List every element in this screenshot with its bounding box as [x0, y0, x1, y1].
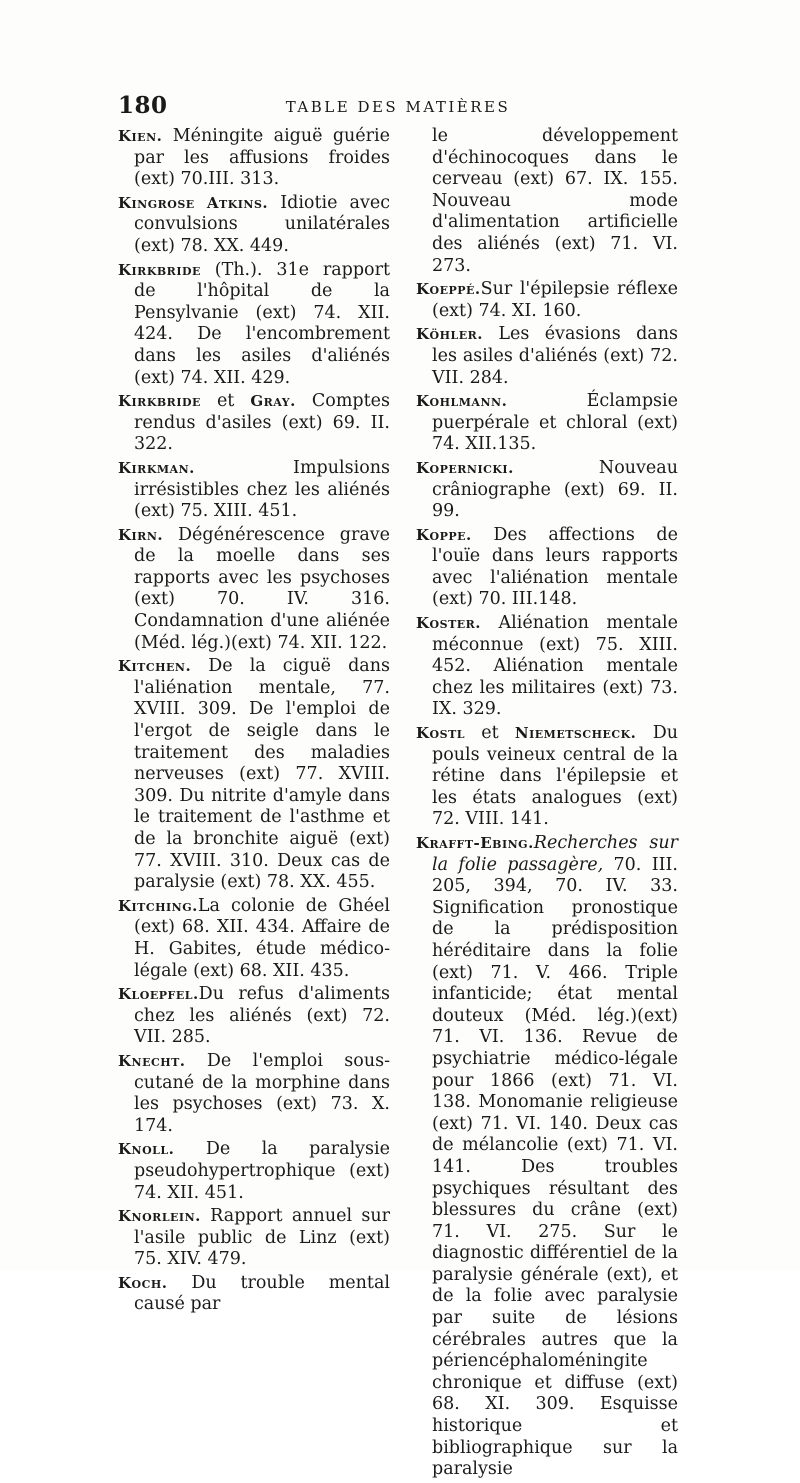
entry-text: Dégénérescence grave de la moelle dans ses rapports avec les psychoses (ext) 70. IV. 316. Condamnation d'une aliénée (Méd. lég.)(ext) 74. XII. 122. [134, 524, 390, 653]
entry-text: Sur l'épilepsie réflexe (ext) 74. XI. 160. [432, 279, 678, 321]
index-entry [118, 1273, 390, 1316]
entry-text: et [200, 391, 251, 412]
author-name: Kloepfel. [118, 985, 199, 1004]
index-entry [118, 1051, 390, 1137]
index-entry [416, 126, 678, 277]
index-entry [416, 458, 678, 523]
entry-text: De l'emploi sous-cutané de la morphine dans les psychoses (ext) 73. X. 174. [134, 1050, 390, 1136]
author-name: Kirkman. [118, 458, 195, 477]
entry-text: Des affections de l'ouïe dans leurs rapports avec l'aliénation mentale (ext) 70. III.148. [432, 524, 678, 610]
index-entry [416, 324, 678, 389]
author-name: Krafft-Ebing. [416, 834, 534, 852]
author-name: Niemetscheck. [514, 724, 637, 743]
author-name: Kingrose Atkins. [118, 193, 269, 212]
author-name: Koppe. [416, 525, 472, 544]
index-entry [118, 126, 390, 191]
entry-text: La colonie de Ghéel (ext) 68. XII. 434. Affaire de H. Gabites, étude médico-légale (ext) 68. XII. 435. [134, 895, 390, 981]
entry-text: et [464, 723, 515, 744]
entry-text: le développement d'échinocoques dans le cerveau (ext) 67. IX. 155. Nouveau mode d'alimentation artificielle des aliénés (ext) 71. VI. 273. [432, 126, 678, 276]
author-name: Knorlein. [118, 1207, 201, 1226]
author-name: Koch. [118, 1273, 168, 1292]
entry-text: Du pouls veineux central de la rétine dans l'épilepsie et les états analogues (ext) 72. VIII. 141. [432, 723, 678, 830]
index-entry [118, 656, 390, 894]
author-name: Kitchen. [118, 657, 192, 676]
entry-text: Du refus d'aliments chez les aliénés (ext) 72. VII. 285. [134, 984, 390, 1048]
author-name: Kohlmann. [416, 392, 508, 411]
index-entry [416, 723, 678, 831]
index-entry [118, 260, 390, 390]
entry-text: Nouveau crâniographe (ext) 69. II. 99. [432, 457, 678, 522]
left-column [118, 126, 390, 1318]
author-name: Kostl [416, 724, 465, 743]
entry-text: (Th.). 31e rapport de l'hôpital de la Pensylvanie (ext) 74. XII. 424. De l'encombrement dans les asiles d'aliénés (ext) 74. XII. 429. [134, 259, 390, 388]
entry-text: De la ciguë dans l'aliénation mentale, 77. XVIII. 309. De l'emploi de l'ergot de seigle dans le traitement des maladies nerveuses (ext) 77. XVIII. 309. Du nitrite d'amyle dans le traitement de l'asthme et de la bronchite aiguë (ext) 77. XVIII. 310. Deux cas de paralysie (ext) 78. XX. 455. [134, 656, 390, 893]
index-entry [118, 1206, 390, 1271]
index-entry [416, 391, 678, 456]
author-name: Koster. [416, 614, 481, 633]
entry-text: Idiotie avec convulsions unilatérales (ext) 78. XX. 449. [134, 192, 390, 256]
index-entry [118, 391, 390, 456]
page-number: 180 [118, 92, 168, 119]
author-name: Kirn. [118, 525, 164, 544]
entry-text: 70. III. 205, 394, 70. IV. 33. Signification pronostique de la prédisposition héréditaire dans la folie (ext) 71. V. 466. Triple infanticide; état mental douteux (Méd. lég.)(ext) 71. VI. 136. Revue de psychiatrie médico-légale pour 1866 (ext) 71. VI. 138. Monomanie religieuse (ext) 71. VI. 140. Deux cas de mélancolie (ext) 71. VI. 141. Des troubles psychiques résultant des blessures du crâne (ext) 71. VI. 275. Sur le diagnostic différentiel de la paralysie générale (ext), et de la folie avec paralysie par suite de lésions cérébrales autres que la périencéphaloméningite chronique et diffuse (ext) 68. XI. 309. Esquisse historique et bibliographique sur la paralysie [432, 854, 678, 1480]
author-name: Gray. [250, 392, 296, 411]
work-title: Recherches sur la folie passagère, [432, 833, 678, 875]
entry-text: Méningite aiguë guérie par les affusions froides (ext) 70.III. 313. [134, 126, 390, 190]
entry-text: Éclampsie puerpérale et chloral (ext) 74. XII.135. [432, 391, 678, 455]
entry-text: Du trouble mental causé par [134, 1272, 390, 1315]
author-name: Kitching. [118, 896, 198, 915]
page-header [118, 92, 678, 126]
index-entry [118, 458, 390, 523]
author-name: Kirkbride [118, 392, 201, 411]
index-entry [118, 193, 390, 258]
entry-text: Impulsions irrésistibles chez les aliénés (ext) 75. XIII. 451. [134, 457, 390, 522]
entry-text: Rapport annuel sur l'asile public de Linz (ext) 75. XIV. 479. [134, 1206, 390, 1270]
index-entry [118, 1139, 390, 1204]
author-name: Knoll. [118, 1140, 175, 1159]
author-name: Köhler. [416, 325, 483, 344]
entry-text: Les évasions dans les asiles d'aliénés (ext) 72. VII. 284. [432, 324, 678, 388]
entry-text: Comptes rendus d'asiles (ext) 69. II. 322. [134, 391, 390, 455]
index-entry [118, 896, 390, 982]
running-head: TABLE DES MATIÈRES [285, 98, 511, 116]
right-column [416, 126, 678, 1483]
entry-text: De la paralysie pseudohypertrophique (ext) 74. XII. 451. [134, 1139, 390, 1203]
author-name: Kopernicki. [416, 458, 514, 477]
author-name: Koeppé. [416, 280, 481, 299]
index-entry [118, 984, 390, 1049]
index-entry [416, 525, 678, 611]
index-entry [118, 525, 390, 655]
author-name: Kirkbride [118, 260, 201, 279]
index-entry [416, 279, 678, 322]
index-entry [416, 833, 678, 1481]
index-entry [416, 613, 678, 721]
author-name: Knecht. [118, 1051, 186, 1070]
author-name: Kien. [118, 127, 163, 145]
entry-text: Aliénation mentale méconnue (ext) 75. XIII. 452. Aliénation mentale chez les militaires (ext) 73. IX. 329. [432, 613, 678, 720]
